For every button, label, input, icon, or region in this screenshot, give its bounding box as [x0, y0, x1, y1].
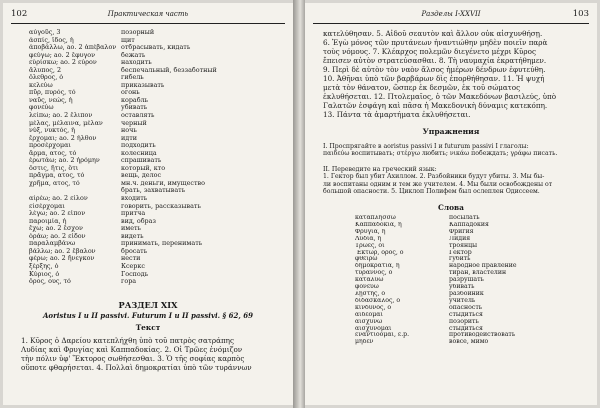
russian-translation: спрашивать [121, 157, 162, 165]
running-title: Практическая часть [107, 10, 189, 18]
greek-term: πρᾶγμα, ατος, τό [29, 172, 85, 180]
glossary-row [355, 319, 585, 326]
russian-translation: позорный [121, 29, 155, 36]
page-number: 102 [11, 9, 28, 19]
russian-translation: беспечальный, беззаботный [121, 66, 217, 74]
exercise-line: II. Переведите на греческий язык: [323, 166, 437, 173]
russian-translation: нести [121, 255, 141, 263]
exercises-heading: Упражнения [422, 127, 480, 136]
text-line: 10. Ἀθῆναι ὑπὸ τῶν βαρβάρων δὶς ἐπορθήθησαν. 11. Ἡ ψυχή [323, 74, 545, 83]
text-line: Γαλατῶν ἐσφάγη καὶ πᾶσα ἡ Μακεδονικὴ δύναμις κατεκόπη. [323, 101, 548, 110]
russian-translation: оставлять [121, 112, 155, 120]
text-line: Λυδίας καὶ Φρυγίας καὶ Καππαδοκίας. 2. Οἱ Τρῶες ἐνόμιζον [21, 345, 243, 354]
greek-term: δημοκρατία, ἡ [355, 263, 400, 270]
russian-translation: находить [121, 59, 152, 67]
greek-term: ἀποβάλλω, ао. 2 ἀπέβαλον [29, 44, 117, 52]
greek-term: φονεύω [355, 284, 379, 291]
glossary-row [355, 236, 585, 243]
russian-translation: позорить [449, 318, 479, 325]
greek-term: ἐναντιόομαι, ἐ.p. [355, 332, 410, 339]
vocab-row [29, 187, 285, 195]
greek-term: ἐρωτάω; ао. 2 ἠρόμην [29, 157, 100, 165]
greek-term: Λυδία, ἡ [355, 235, 382, 242]
exercise-line: большой опасности. 5. Циклоп Полифем был ослеплен Одиссеем. [323, 188, 540, 196]
left-page-header [11, 9, 285, 24]
vocab-row [29, 89, 285, 97]
text-line: ἔπεισεν αὐτὸν στρατεύσασθαι. 8. Τὴ ναυμαχία ἐκρατήθημεν. [323, 56, 547, 65]
russian-translation: тиран, властелин [449, 270, 507, 277]
section-title: РАЗДЕЛ XIX [118, 300, 178, 310]
vocab-row [29, 180, 285, 188]
russian-translation: ночь [121, 127, 137, 135]
exercise-line: ли воспитаны одним и тем же учителем. 4. Мы были освобождены от [323, 180, 553, 188]
russian-translation: говорить, рассказывать [121, 202, 201, 210]
glossary-row [355, 305, 585, 312]
vocab-row [29, 120, 285, 128]
vocab-row [29, 172, 285, 180]
vocab-row [29, 271, 285, 279]
vocab-row [29, 233, 285, 241]
vocab-row [29, 104, 285, 112]
greek-term: φθείρω [355, 256, 378, 263]
text-line: τὴν πόλιν ὑφ' Ἕκτορος σωθήσεσθαι. 3. Ὁ τῆς σοφίας καρπὸς [21, 354, 245, 363]
glossary-row [355, 277, 585, 284]
glossary-row [355, 291, 585, 298]
right-page-header [313, 9, 589, 24]
text-line: ἐκλυθήσεται. 12. Πτολεμαῖος, ὁ τῶν Μακεδόνων βασιλεύς, ὑπὸ [323, 92, 557, 101]
russian-translation: убивать [121, 104, 148, 112]
reading-text [21, 336, 283, 372]
exercise-1 [323, 143, 587, 158]
exercise-line: παιδεύω воспитывать; στέργω любить; νικάω побеждать; γράφω писать. [323, 150, 558, 158]
russian-translation: Каппадокия [449, 221, 489, 228]
vocab-row [29, 255, 285, 263]
text-line: 6. Ἐγὼ μόνος τῶν πρυτάνεων ἠναντιώθην μηδὲν ποιεῖν παρὰ [323, 38, 548, 47]
vocab-row [29, 157, 285, 165]
russian-translation: Гектор [449, 249, 472, 256]
greek-term: ἅρμα, ατος, τό [29, 149, 77, 157]
vocab-row [29, 135, 285, 143]
glossary-row [355, 298, 585, 305]
russian-translation: идти [121, 134, 137, 142]
glossary-row [355, 263, 585, 270]
reading-text-continued [323, 29, 587, 119]
greek-term: ὅστις, ἥτις, ὅτι [29, 164, 79, 172]
book-gutter [293, 0, 305, 408]
greek-term: ὁράω; ао. 2 εἶδον [29, 232, 86, 240]
greek-term: παροιμία, ἡ [29, 217, 67, 225]
greek-term: φεύγω; ао. 2 ἔφυγον [29, 51, 96, 59]
vocab-row [29, 225, 285, 233]
greek-term: αἱρέω; ао. 2 εἷλον [29, 195, 88, 203]
exercise-line: 1. Гектор был убит Ахиллом. 2. Разбойники будут убиты. 3. Мы бы- [323, 173, 545, 181]
vocab-row [29, 59, 285, 67]
greek-term: ἀσπίς, ἴδος, ἡ [29, 36, 74, 44]
greek-term: παραλαμβάνω [29, 240, 76, 248]
greek-term: εἰσέρχομαι [29, 202, 65, 210]
greek-term: ἄλυπος, 2 [29, 66, 62, 74]
glossary-row [355, 332, 585, 339]
glossary-row [355, 229, 585, 236]
greek-term: Φρυγία, ἡ [355, 228, 386, 235]
russian-translation: который, кто [121, 164, 166, 172]
vocab-row [29, 203, 285, 211]
glossary-row [355, 243, 585, 250]
greek-term: ὄρος, ους, τό [29, 278, 71, 286]
greek-term: αἰδέομαι [355, 311, 383, 318]
greek-term: χρῆμα, ατος, τό [29, 179, 80, 187]
vocab-row [29, 82, 285, 90]
russian-translation: гора [121, 278, 137, 286]
vocab-row [29, 142, 285, 150]
russian-translation: учитель [449, 297, 476, 304]
vocab-row [29, 165, 285, 173]
section-subtitle: Aoristus I и II passivi. Futurum I и II passivi. § 62, 69 [42, 311, 253, 320]
greek-term: ναῦς, νεώς, ἡ [29, 96, 73, 104]
russian-translation: стыдиться [449, 311, 483, 318]
left-page [3, 3, 293, 405]
glossary-row [355, 222, 585, 229]
greek-term: μηδέν [355, 339, 374, 346]
text-line: μετὰ τὸν θάνατον, ὥσπερ ἐκ δεσμῶν, ἐκ τοῦ σώματος [323, 83, 521, 92]
glossary-row [355, 284, 585, 291]
russian-translation: вид, образ [121, 217, 156, 225]
russian-translation: посылать [449, 215, 480, 221]
russian-translation: опасность [449, 304, 483, 311]
greek-term: βάλλω; ао. 2 ἔβαλον [29, 247, 96, 255]
russian-translation: притча [121, 210, 146, 218]
greek-term: μέλας, μέλαινα, μέλαν [29, 119, 103, 127]
russian-translation: брать, захватывать [121, 187, 186, 195]
vocab-row [29, 278, 285, 286]
russian-translation: черный [121, 119, 147, 127]
page-number: 103 [572, 9, 589, 19]
russian-translation: убивать [449, 284, 475, 291]
greek-term: λέγω; ао. 2 εἶπον [29, 210, 86, 218]
russian-translation: входить [121, 195, 148, 203]
russian-translation: Фригия [449, 228, 474, 235]
russian-translation: вещь, делос [121, 172, 162, 180]
russian-translation: Лидия [449, 235, 471, 242]
greek-term: εὑρίσκω; ао. 2 εὗρον [29, 59, 97, 67]
russian-translation: разрушать [449, 277, 484, 284]
russian-translation: огонь [121, 89, 140, 97]
russian-translation: мн.ч. деньги, имущество [121, 179, 205, 187]
russian-translation: приказывать [121, 81, 165, 89]
glossary-row [355, 215, 585, 222]
right-page [305, 3, 597, 405]
greek-term: νύξ, νυκτός, ἡ [29, 127, 75, 135]
vocab-row [29, 67, 285, 75]
running-title: Разделы I-XXVII [421, 10, 481, 18]
vocab-row [29, 29, 285, 37]
greek-term: τύραννος, ὁ [355, 270, 393, 277]
russian-translation: бросать [121, 247, 148, 255]
greek-term: λῃστής, ὁ [355, 290, 386, 297]
vocab-row [29, 97, 285, 105]
vocab-row [29, 263, 285, 271]
greek-term: Καππαδοκία, ἡ [355, 221, 402, 228]
greek-term: φονεύω [29, 104, 54, 112]
russian-translation: отбрасывать, кидать [121, 44, 191, 52]
text-line: κατελύθησαν. 5. Αἰδοῦ σεαυτὸν καὶ ἄλλον οὐκ αἰσχυνθήσῃ. [323, 29, 543, 38]
glossary-list [355, 215, 585, 346]
glossary-row [355, 270, 585, 277]
russian-translation: щит [121, 36, 135, 44]
vocab-row [29, 37, 285, 45]
exercise-2 [323, 166, 587, 196]
vocab-row [29, 52, 285, 60]
greek-term: Τρῶες, οἱ [355, 242, 385, 249]
russian-translation: троянцы [449, 242, 478, 249]
russian-translation: Господь [121, 270, 149, 278]
russian-translation: вовсе, мимо [449, 339, 489, 346]
greek-term: ἔρχομαι; ао. 2 ἦλθον [29, 134, 97, 142]
russian-translation: принимать, перенимать [121, 240, 203, 248]
greek-term: κελεύω [29, 81, 53, 89]
text-line: οὕποτε φθαρήσεται. 4. Πολλαὶ δημοκρατίαι ὑπὸ τῶν τυράννων [21, 363, 252, 372]
words-heading: Слова [438, 203, 464, 212]
russian-translation: народное правление [449, 263, 517, 270]
text-line: 9. Περὶ δὲ αὐτὸν τὸν ναὸν ἄλσος ἡμέρων δένδρων ἐφυτεύθη. [323, 65, 546, 74]
greek-term: καταλύω [355, 277, 384, 284]
greek-term: ὄλεθρος, ὁ [29, 74, 64, 82]
russian-translation: видеть [121, 232, 144, 240]
glossary-row [355, 339, 585, 346]
vocab-row [29, 112, 285, 120]
greek-term: ξέρξης, ὁ [29, 262, 59, 270]
greek-term: φέρω; ао. 2 ἤνεγκον [29, 255, 95, 263]
russian-translation: Ксеркс [121, 262, 145, 270]
vocab-row [29, 195, 285, 203]
greek-term: αὐγοῦς, 3 [29, 29, 61, 36]
greek-term: καταπλήσσω [355, 215, 396, 221]
glossary-row [355, 256, 585, 263]
exercise-line: I. Проспрягайте в aoristus passivi I и futurum passivi I глаголы: [323, 143, 529, 150]
greek-term: αἰσχύνω [355, 318, 383, 325]
greek-term: Κύριος, ὁ [29, 270, 60, 278]
greek-term: διδάσκαλος, ὁ [355, 297, 401, 304]
russian-translation: бежать [121, 51, 146, 59]
text-line: 13. Πάντα τὰ ἁμαρτήματα ἐκλυθήσεται. [323, 110, 471, 119]
glossary-row [355, 326, 585, 333]
vocab-row [29, 44, 285, 52]
greek-term: αἰσχύνομαι [355, 325, 392, 332]
vocab-row [29, 248, 285, 256]
vocab-row [29, 210, 285, 218]
vocab-row [29, 74, 285, 82]
text-line: 1. Κῦρος ὁ Δαρείου κατεπλήχθη ὑπὸ τοῦ πατρὸς σατράπης [21, 336, 235, 345]
russian-translation: иметь [121, 225, 142, 233]
russian-translation: стыдиться [449, 325, 483, 332]
vocabulary-list [29, 29, 285, 286]
russian-translation: разбойник [449, 290, 484, 297]
greek-term: λείπω; ао. 2 ἔλιπον [29, 112, 93, 120]
greek-term: Ἕκτωρ, ορος, ὁ [355, 249, 404, 256]
greek-term: ἔχω; ао. 2 ἔσχον [29, 225, 83, 233]
greek-term [29, 187, 121, 195]
russian-translation: корабль [121, 96, 149, 104]
russian-translation: противодействовать [449, 332, 516, 339]
text-heading: Текст [135, 323, 161, 332]
russian-translation: подходить [121, 142, 156, 150]
russian-translation: колесница [121, 149, 157, 157]
glossary-row [355, 250, 585, 257]
greek-term: πῦρ, πυρός, τό [29, 89, 76, 97]
greek-term: κίνδυνος, ὁ [355, 304, 392, 311]
greek-term: προσέρχομαι [29, 142, 71, 150]
glossary-row [355, 312, 585, 319]
vocab-row [29, 150, 285, 158]
vocab-row [29, 240, 285, 248]
vocab-row [29, 127, 285, 135]
vocab-row [29, 218, 285, 226]
russian-translation: гибель [121, 74, 144, 82]
russian-translation: губить [449, 256, 471, 263]
text-line: τοὺς νόμους. 7. Κλέαρχος πολεμῶν διεγένετο μέχρι Κῦρος [323, 47, 536, 56]
